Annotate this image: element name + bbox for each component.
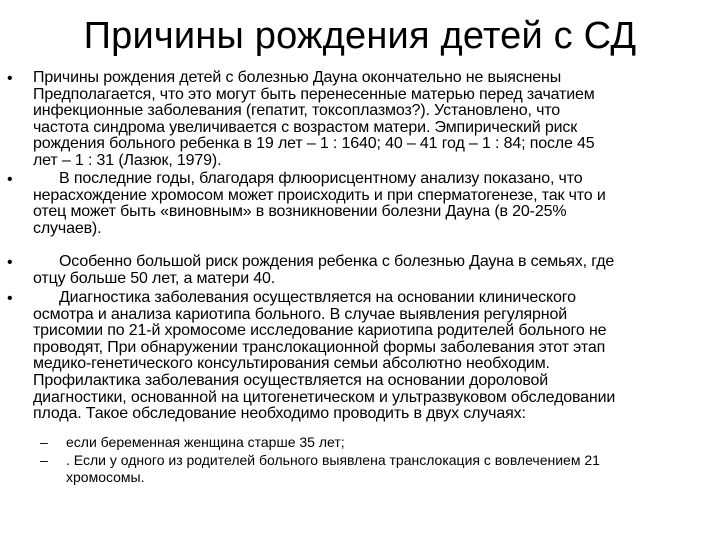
paragraph-fluorescent-analysis (33, 171, 713, 237)
sub-item-text (66, 434, 706, 451)
text-line: Диагностика заболевания осуществляется на основании клинического (59, 289, 576, 306)
sub-item-text (66, 452, 706, 485)
text-line: проводят, При обнаружении транслокационной формы заболевания этот этап (33, 338, 606, 356)
bullet-dot-icon: • (7, 254, 13, 271)
text-line: частота синдрома увеличивается с возрастом матери. Эмпирический риск (33, 118, 578, 136)
text-line: случаев). (33, 219, 102, 237)
text-line: хромосомы. (66, 468, 145, 485)
slide-title: Причины рождения детей с СД (83, 15, 637, 57)
text-line: . Если у одного из родителей больного выявлена транслокация с вовлечением 21 (66, 452, 600, 468)
dash-icon: – (40, 452, 48, 468)
text-line: Профилактика заболевания осуществляется на основании дороловой (33, 371, 549, 389)
text-line: Особенно большой риск рождения ребенка с болезнью Дауна в семьях, где (59, 253, 615, 270)
text-line: медико-генетического консультирования семьи абсолютно необходим. (33, 355, 550, 373)
text-line: Причины рождения детей с болезнью Дауна окончательно не выяснены (33, 69, 562, 86)
text-line: если беременная женщина старше 35 лет; (66, 434, 345, 450)
text-line: инфекционные заболевания (гепатит, токсоплазмоз?). Установлено, что (33, 102, 560, 120)
bullet-dot-icon: • (7, 70, 13, 87)
text-line: В последние годы, благодаря флюорисцентному анализу показано, что (59, 170, 583, 187)
text-line: отец может быть «виновным» в возникновении болезни Дауна (в 20-25% (33, 203, 567, 221)
text-line: нерасхождение хромосом может происходить и при сперматогенезе, так что и (33, 186, 606, 204)
text-line: диагностики, основанной на цитогенетическом и ультразвуковом обследовании (33, 388, 616, 406)
text-line: трисомии по 21-й хромосоме исследование кариотипа родителей больного не (33, 322, 607, 340)
text-line: плода. Такое обследование необходимо проводить в двух случаях: (33, 405, 526, 423)
dash-icon: – (40, 434, 48, 450)
text-line: лет – 1 : 31 (Лазюк, 1979). (33, 151, 222, 169)
text-line: Предполагается, что это могут быть перенесенные матерью перед зачатием (33, 85, 595, 103)
bullet-dot-icon: • (7, 171, 13, 188)
text-line: отцу больше 50 лет, а матери 40. (33, 269, 276, 287)
paragraph-risk (33, 254, 713, 287)
text-line: осмотра и анализа кариотипа больного. В случае выявления регулярной (33, 305, 568, 323)
paragraph-causes (33, 70, 713, 170)
paragraph-diagnostics (33, 290, 713, 423)
bullet-dot-icon: • (7, 290, 13, 307)
text-line: рождения больного ребенка в 19 лет – 1 : 1640; 40 – 41 год – 1 : 84; после 45 (33, 135, 595, 153)
